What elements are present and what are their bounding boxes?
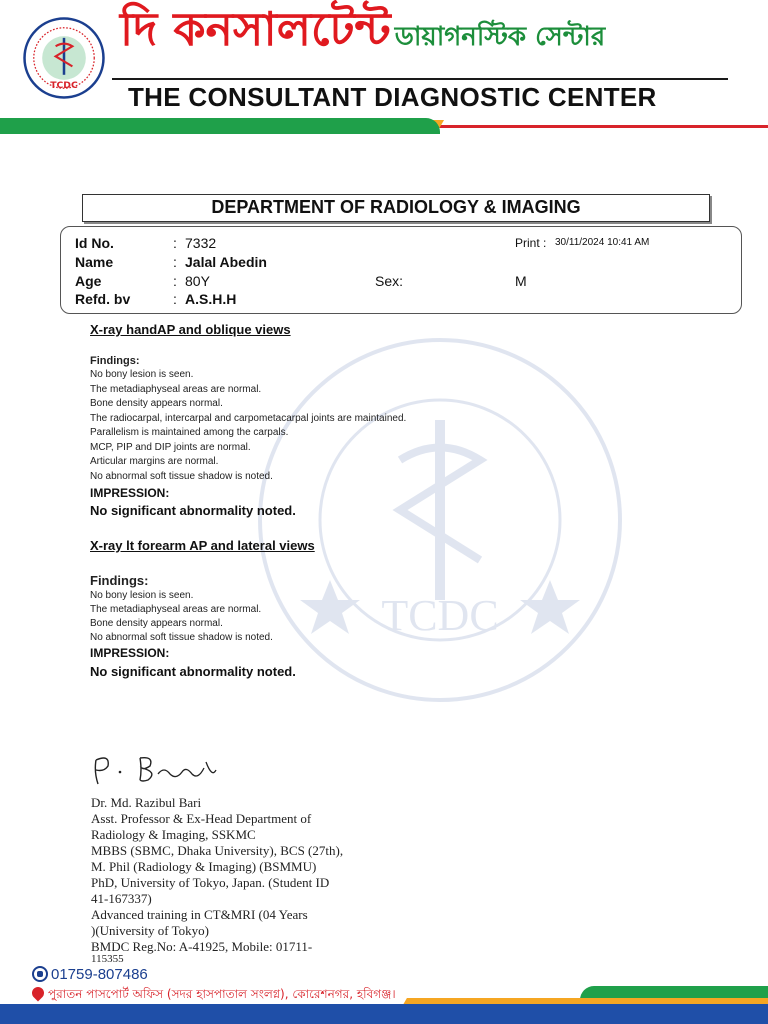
refd-value: A.S.H.H — [185, 291, 237, 307]
doctor-line: PhD, University of Tokyo, Japan. (Student ID — [91, 875, 330, 890]
sex-label: Sex: — [375, 273, 404, 289]
doctor-line: 41-167337) — [91, 891, 152, 906]
patient-info-box — [60, 226, 742, 314]
id-value: 7332 — [185, 235, 217, 251]
name-label: Name — [75, 254, 114, 270]
report-1-finding: Articular margins are normal. — [90, 456, 219, 467]
refd-colon: : — [173, 291, 177, 307]
bangla-title-main: দি কনসালটেন্ট — [120, 2, 391, 56]
phone-icon — [32, 966, 48, 982]
print-value: 30/11/2024 10:41 AM — [555, 237, 650, 248]
report-1-finding: MCP, PIP and DIP joints are normal. — [90, 442, 251, 453]
signature — [88, 750, 238, 790]
print-label: Print : — [515, 236, 547, 250]
name-colon: : — [173, 254, 177, 270]
report-2-title: X-ray lt forearm AP and lateral views — [90, 538, 315, 553]
name-value: Jalal Abedin — [185, 254, 267, 270]
report-1-impression-label: IMPRESSION: — [90, 486, 170, 500]
report-2-finding: The metadiaphyseal areas are normal. — [90, 604, 262, 615]
report-2-finding: No bony lesion is seen. — [90, 590, 194, 601]
department-title: DEPARTMENT OF RADIOLOGY & IMAGING — [82, 194, 710, 222]
doctor-line: Dr. Md. Razibul Bari — [91, 795, 202, 810]
doctor-line: M. Phil (Radiology & Imaging) (BSMMU) — [91, 859, 317, 874]
doctor-line: )(University of Tokyo) — [91, 923, 209, 938]
id-label: Id No. — [75, 235, 114, 251]
svg-text:TCDC: TCDC — [50, 80, 78, 92]
report-1-finding: No bony lesion is seen. — [90, 369, 194, 380]
report-1-title: X-ray handAP and oblique views — [90, 322, 291, 337]
report-2-impression: No significant abnormality noted. — [90, 664, 296, 679]
footer-address — [32, 986, 396, 1006]
logo-seal-icon — [22, 16, 106, 100]
location-pin-icon — [30, 985, 47, 1002]
bangla-title-sub: ডায়াগনস্টিক সেন্টার — [394, 22, 606, 52]
report-1-finding: No abnormal soft tissue shadow is noted. — [90, 471, 273, 482]
refd-label: Refd. bv — [75, 291, 131, 307]
address-text: পুরাতন পাসপোর্ট অফিস (সদর হাসপাতাল সংলগ্ন), কোরেশনগর, হবিগঞ্জ। — [48, 987, 396, 1001]
doctor-line: 115355 — [91, 953, 124, 965]
report-2-impression-label: IMPRESSION: — [90, 646, 170, 660]
svg-text:TCDC: TCDC — [381, 591, 499, 640]
watermark-seal-icon — [250, 330, 630, 710]
report-1-impression: No significant abnormality noted. — [90, 503, 296, 518]
report-2-findings-label: Findings: — [90, 573, 149, 588]
doctor-line: BMDC Reg.No: A-41925, Mobile: 01711- — [91, 939, 313, 954]
age-value: 80Y — [185, 273, 210, 289]
report-2-finding: Bone density appears normal. — [90, 618, 223, 629]
footer-phone — [32, 966, 148, 983]
header-rule — [112, 78, 728, 80]
doctor-line: MBBS (SBMC, Dhaka University), BCS (27th), — [91, 843, 344, 858]
report-1-finding: The radiocarpal, intercarpal and carpometacarpal joints are maintained. — [90, 413, 407, 424]
id-colon: : — [173, 235, 177, 251]
phone-number: 01759-807486 — [51, 966, 148, 983]
age-colon: : — [173, 273, 177, 289]
report-2-finding: No abnormal soft tissue shadow is noted. — [90, 632, 273, 643]
report-1-finding: Bone density appears normal. — [90, 398, 223, 409]
doctor-line: Asst. Professor & Ex-Head Department of — [91, 811, 312, 826]
report-1-finding: The metadiaphyseal areas are normal. — [90, 384, 262, 395]
report-1-finding: Parallelism is maintained among the carpals. — [90, 427, 289, 438]
doctor-line: Radiology & Imaging, SSKMC — [91, 827, 256, 842]
age-label: Age — [75, 273, 102, 289]
doctor-line: Advanced training in CT&MRI (04 Years — [91, 907, 308, 922]
english-title: THE CONSULTANT DIAGNOSTIC CENTER — [128, 82, 657, 112]
report-1-findings-label: Findings: — [90, 355, 140, 367]
sex-value: M — [515, 273, 527, 289]
footer-color-band — [0, 1004, 768, 1024]
bangla-title — [120, 2, 606, 56]
header-color-band — [0, 114, 768, 136]
